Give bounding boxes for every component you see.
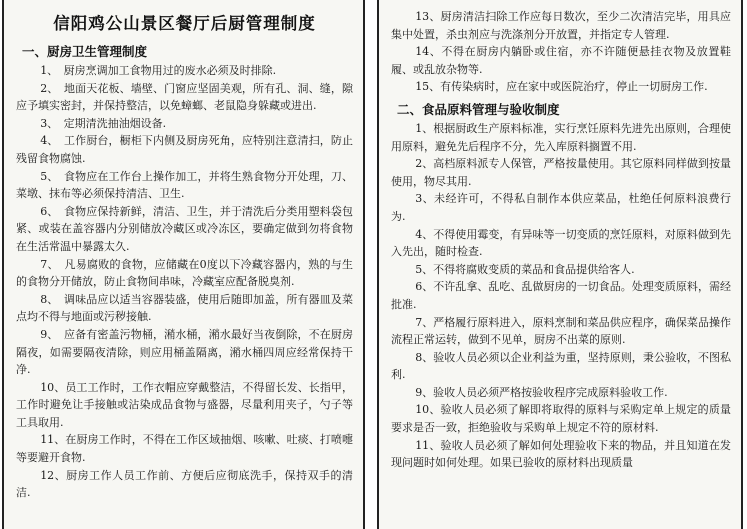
section-heading-food-material: 二、食品原料管理与验收制度	[397, 101, 560, 117]
left-document-page	[2, 0, 365, 529]
rule-paragraph: 4、不得使用霉变，有异味等一切变质的烹饪原料，对原料做到先入先出，随时检查.	[391, 227, 731, 259]
document-title: 信阳鸡公山景区餐厅后厨管理制度	[53, 14, 316, 33]
rule-paragraph: 10、验收人员必须了解即将取得的原料与采购定单上规定的质量要求是否一致，拒绝验收与采购单上规定不符的原材料.	[391, 403, 731, 435]
rule-paragraph: 8、验收人员必须以企业利益为重，坚持原则，秉公验收，不图私利.	[391, 350, 731, 382]
rule-paragraph: 6、 食物应保持新鲜，清洁、卫生，并于清洗后分类用塑料袋包紧、或装在盖容器内分别储放冷藏区或冷冻区，要确定做到勿将食物在生活常温中暴露太久.	[16, 204, 353, 253]
rule-paragraph: 1、根据厨政生产原料标准，实行烹饪原料先进先出原则，合理使用原料，避免先后程序不分，先入库原料搁置不用.	[391, 121, 731, 153]
rule-paragraph: 2、高档原料派专人保管，严格按量使用。其它原料同样做到按量使用，物尽其用.	[391, 157, 731, 188]
rule-paragraph: 12、厨房工作人员工作前、方便后应彻底洗手，保持双手的清洁.	[16, 468, 353, 500]
rule-paragraph: 5、不得将腐败变质的菜品和食品提供给客人.	[415, 262, 635, 276]
rule-paragraph: 14、不得在厨房内躺卧或住宿，亦不许随便悬挂衣物及放置鞋履、或乱放杂物等.	[391, 45, 731, 76]
rule-paragraph: 4、 工作厨台，橱柜下内侧及厨房死角，应特别注意清扫，防止残留食物腐蚀.	[16, 134, 353, 165]
rule-paragraph: 9、验收人员必须严格按验收程序完成原料验收工作.	[415, 385, 668, 399]
section-heading-kitchen-hygiene: 一、厨房卫生管理制度	[22, 44, 148, 59]
rule-paragraph: 9、 应备有密盖污物桶，潲水桶，潲水最好当夜倒除，不在厨房隔夜，如需要隔夜清除，则应用桶盖隔离，潲水桶四周应经常保持干净.	[16, 327, 353, 377]
rule-paragraph: 3、 定期清洗抽油烟设备.	[40, 116, 167, 130]
rule-paragraph: 13、厨房清洁扫除工作应每日数次，至少二次清洁完毕，用具应集中处置，杀虫剂应与洗涤剂分开放置，并指定专人管理.	[391, 10, 731, 41]
rule-paragraph: 2、 地面天花板、墙壁、门窗应坚固美观，所有孔、洞、缝，隙应予填实密封，并保持整洁，以免蟑螂、老鼠隐身躲藏或进出.	[16, 81, 353, 113]
rule-paragraph: 7、 凡易腐败的食物，应储藏在0度以下冷藏容器内，熟的与生的食物分开储放，防止食物间串味，冷藏室应配备脱臭剂.	[16, 257, 353, 289]
rule-paragraph: 11、验收人员必须了解如何处理验收下来的物品，并且知道在发现问题时如何处理。如果已验收的原材料出现质量	[391, 438, 731, 470]
rule-paragraph: 11、在厨房工作时，不得在工作区域抽烟、咳嗽、吐痰、打喷嚏等要避开食物.	[16, 433, 353, 465]
rule-paragraph: 5、 食物应在工作台上操作加工，并将生熟食物分开处理，刀、菜墩、抹布等必须保持清洁、卫生.	[16, 169, 353, 201]
right-document-page	[377, 0, 743, 529]
rule-paragraph: 3、未经许可，不得私自制作本供应菜品，杜绝任何原料浪费行为.	[391, 192, 731, 223]
rule-paragraph: 10、员工工作时，工作衣帽应穿戴整洁，不得留长发、长指甲，工作时避免让手接触或沾染成品食物与盛器，尽量利用夹子，勺子等工具取用.	[16, 380, 353, 429]
rule-paragraph: 8、 调味品应以适当容器装盛，使用后随即加盖，所有器皿及菜点均不得与地面或污秽接触.	[16, 292, 353, 324]
page-gap	[366, 0, 376, 529]
rule-paragraph: 1、 厨房烹调加工食物用过的废水必须及时排除.	[40, 64, 277, 77]
rule-paragraph: 15、有传染病时，应在家中或医院治疗，停止一切厨房工作.	[415, 80, 708, 94]
rule-paragraph: 6、不许乱拿、乱吃、乱做厨房的一切食品。处理变质原料，需经批准.	[391, 280, 731, 311]
rule-paragraph: 7、严格履行原料进入，原料烹制和菜品供应程序，确保菜品操作流程正常运转，做到不见单，厨房不出菜的原则.	[391, 315, 731, 347]
